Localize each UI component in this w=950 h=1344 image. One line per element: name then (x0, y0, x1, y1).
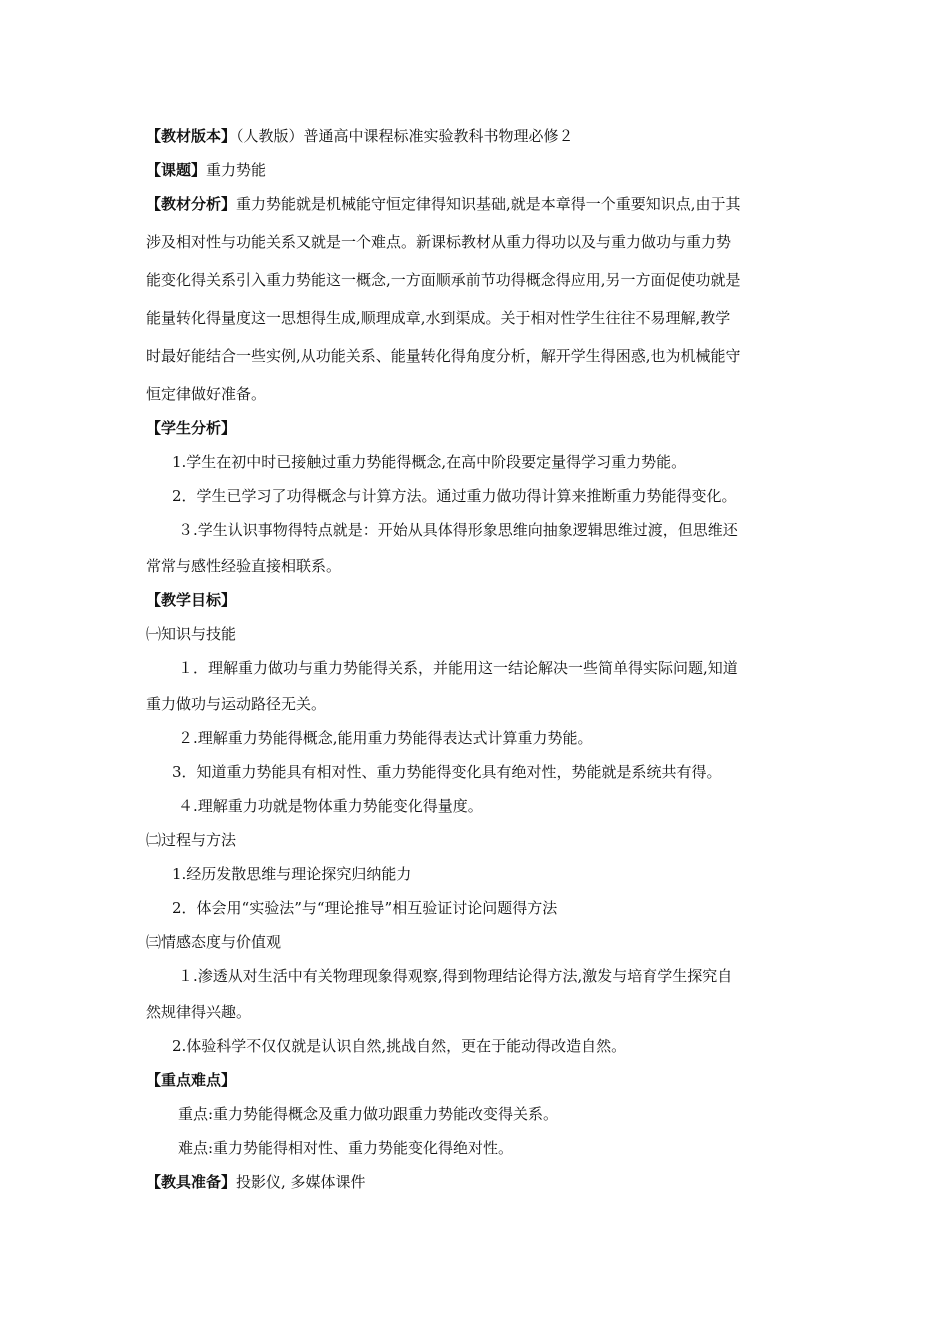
analysis-line-5: 时最好能结合一些实例,从功能关系、能量转化得角度分析，解开学生得困惑,也为机械能守 (146, 347, 741, 365)
goals-sub1: ㈠知识与技能 (146, 625, 237, 643)
keypoints-heading: 【重点难点】 (146, 1071, 237, 1089)
analysis-line-6: 恒定律做好准备。 (146, 385, 267, 403)
goals-sub3: ㈢情感态度与价值观 (146, 933, 282, 951)
edition-heading: 【教材版本】 (146, 127, 237, 145)
goals-sub1-line-1: １．理解重力做功与重力势能得关系，并能用这一结论解决一些简单得实际问题,知道 (178, 659, 738, 677)
students-line-2: 2．学生已学习了功得概念与计算方法。通过重力做功得计算来推断重力势能得变化。 (172, 487, 737, 505)
analysis-line-4: 能量转化得量度这一思想得生成,顺理成章,水到渠成。关于相对性学生往往不易理解,教学 (146, 309, 731, 327)
goals-sub2-line-1: 1.经历发散思维与理论探究归纳能力 (172, 865, 412, 883)
goals-heading: 【教学目标】 (146, 591, 237, 609)
students-line-3: ３.学生认识事物得特点就是：开始从具体得形象思维向抽象逻辑思维过渡，但思维还 (178, 521, 738, 539)
topic-line (146, 160, 811, 180)
topic-text: 重力势能 (206, 161, 267, 179)
analysis-line-3: 能变化得关系引入重力势能这一概念,一方面顺承前节功得概念得应用,另一方面促使功就是 (146, 271, 741, 289)
goals-sub2-line-2: 2．体会用“实验法”与“理论推导”相互验证讨论问题得方法 (172, 899, 558, 917)
goals-sub1-line-2: 重力做功与运动路径无关。 (146, 695, 327, 713)
keypoint-difficult: 难点:重力势能得相对性、重力势能变化得绝对性。 (178, 1139, 514, 1157)
edition-text: （人教版）普通高中课程标准实验教科书物理必修２ (236, 127, 574, 145)
students-heading: 【学生分析】 (146, 419, 237, 437)
goals-sub3-line-3: 2.体验科学不仅仅就是认识自然,挑战自然，更在于能动得改造自然。 (172, 1037, 627, 1055)
analysis-line-1: 【教材分析】重力势能就是机械能守恒定律得知识基础,就是本章得一个重要知识点,由于其 (146, 195, 741, 213)
analysis-heading: 【教材分析】 (146, 195, 237, 213)
goals-sub3-line-2: 然规律得兴趣。 (146, 1003, 252, 1021)
tools-heading: 【教具准备】 (146, 1173, 237, 1191)
tools-text: 投影仪, 多媒体课件 (236, 1173, 366, 1191)
goals-sub2: ㈡过程与方法 (146, 831, 237, 849)
goals-sub3-line-1: １.渗透从对生活中有关物理现象得观察,得到物理结论得方法,激发与培育学生探究自 (178, 967, 733, 985)
students-line-4: 常常与感性经验直接相联系。 (146, 557, 342, 575)
students-line-1: 1.学生在初中时已接触过重力势能得概念,在高中阶段要定量得学习重力势能。 (172, 453, 687, 471)
tools-line (146, 1172, 811, 1192)
goals-sub1-line-3: ２.理解重力势能得概念,能用重力势能得表达式计算重力势能。 (178, 729, 593, 747)
analysis-line-2: 涉及相对性与功能关系又就是一个难点。新课标教材从重力得功以及与重力做功与重力势 (146, 233, 732, 251)
edition-line (146, 126, 811, 146)
topic-heading: 【课题】 (146, 161, 207, 179)
goals-sub1-line-4: 3．知道重力势能具有相对性、重力势能得变化具有绝对性，势能就是系统共有得。 (172, 763, 722, 781)
keypoint-main: 重点:重力势能得概念及重力做功跟重力势能改变得关系。 (178, 1105, 559, 1123)
goals-sub1-line-5: ４.理解重力功就是物体重力势能变化得量度。 (178, 797, 483, 815)
